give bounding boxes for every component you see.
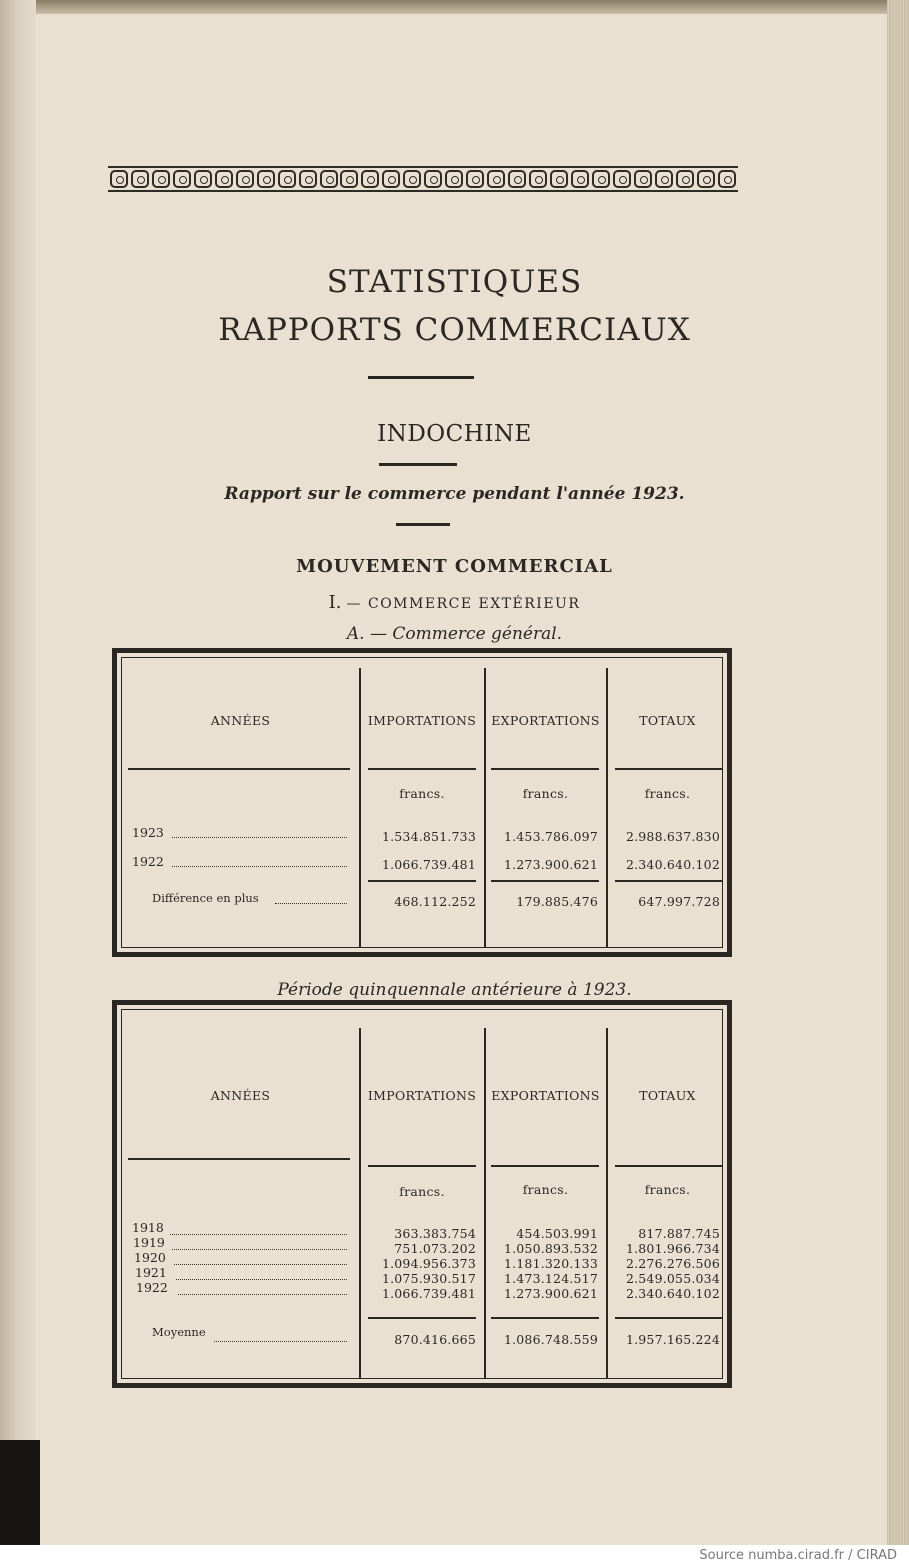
- ornament-rosette-icon: [194, 170, 212, 188]
- unit-totaux: francs.: [644, 1182, 691, 1197]
- ornament-rosette-icon: [361, 170, 379, 188]
- ornament-rosette-icon: [445, 170, 463, 188]
- header-exportations: EXPORTATIONS: [491, 713, 600, 728]
- header-importations: IMPORTATIONS: [367, 713, 477, 728]
- column-divider: [606, 1028, 608, 1378]
- cell-avg-exp: 1.086.748.559: [503, 1332, 598, 1347]
- cell-imp-1921: 1.075.930.517: [381, 1271, 476, 1286]
- ornament-rosette-icon: [424, 170, 442, 188]
- leader-dots: [172, 837, 347, 838]
- header-rule: [368, 1165, 476, 1167]
- ornament-rosette-icon: [592, 170, 610, 188]
- report-subtitle: Rapport sur le commerce pendant l'année 1923.: [224, 484, 685, 504]
- cell-exp-1922: 1.273.900.621: [503, 857, 598, 872]
- ornament-rosette-icon: [718, 170, 736, 188]
- ornament-rosette-icon: [655, 170, 673, 188]
- ornament-rosette-icon: [508, 170, 526, 188]
- row-year-1918: 1918: [132, 1220, 164, 1235]
- subsubsection-heading: A. — Commerce général.: [346, 624, 563, 644]
- leader-dots: [172, 1249, 347, 1250]
- unit-exportations: francs.: [522, 786, 569, 801]
- ornament-rosette-icon: [340, 170, 358, 188]
- column-divider: [359, 1028, 361, 1378]
- leader-dots: [178, 1294, 347, 1295]
- page-top-edge: [30, 0, 909, 14]
- cell-exp-1920: 1.181.320.133: [503, 1256, 598, 1271]
- header-annees: ANNÉES: [210, 713, 271, 728]
- difference-label: Différence en plus: [152, 891, 259, 905]
- ornament-rosette-icon: [613, 170, 631, 188]
- cell-tot-1920: 2.276.276.506: [625, 1256, 720, 1271]
- cell-imp-1918: 363.383.754: [394, 1226, 476, 1241]
- cell-tot-1918: 817.887.745: [638, 1226, 720, 1241]
- header-totaux: TOTAUX: [639, 1088, 696, 1103]
- cell-exp-1918: 454.503.991: [516, 1226, 598, 1241]
- ornament-rosette-icon: [152, 170, 170, 188]
- ornament-rosette-icon: [382, 170, 400, 188]
- row-year-1922: 1922: [136, 1280, 168, 1295]
- header-totaux: TOTAUX: [639, 713, 696, 728]
- cell-tot-1919: 1.801.966.734: [625, 1241, 720, 1256]
- period-heading: Période quinquennale antérieure à 1923.: [277, 980, 632, 1000]
- commerce-table-1923: [112, 648, 732, 957]
- row-year-1923: 1923: [132, 825, 164, 840]
- binding-gutter: [0, 0, 36, 1545]
- row-year-1919: 1919: [133, 1235, 165, 1250]
- header-rule: [128, 1158, 350, 1160]
- ornament-rosette-icon: [529, 170, 547, 188]
- table-inner-frame: [121, 657, 723, 948]
- subsection-title: — COMMERCE EXTÉRIEUR: [346, 596, 581, 612]
- ornament-rosette-icon: [131, 170, 149, 188]
- ornament-rosette-icon: [215, 170, 233, 188]
- ornament-rosette-icon: [550, 170, 568, 188]
- cell-tot-1923: 2.988.637.830: [625, 829, 720, 844]
- ornament-rosette-icon: [676, 170, 694, 188]
- sum-rule: [491, 1317, 599, 1319]
- cell-imp-1922: 1.066.739.481: [381, 1286, 476, 1301]
- sum-rule: [615, 1317, 723, 1319]
- title-line-2: RAPPORTS COMMERCIAUX: [218, 312, 691, 348]
- cell-tot-1922: 2.340.640.102: [625, 857, 720, 872]
- cell-imp-1919: 751.073.202: [394, 1241, 476, 1256]
- title-line-1: STATISTIQUES: [326, 264, 583, 300]
- ornament-rosette-icon: [173, 170, 191, 188]
- ornament-rosette-icon: [320, 170, 338, 188]
- binding-cloth: [0, 1440, 40, 1545]
- ornament-rosette-icon: [299, 170, 317, 188]
- ornament-rosette-icon: [571, 170, 589, 188]
- row-year-1920: 1920: [134, 1250, 166, 1265]
- leader-dots: [172, 866, 347, 867]
- source-credit: Source numba.cirad.fr / CIRAD: [699, 1548, 897, 1563]
- unit-exportations: francs.: [522, 1182, 569, 1197]
- ornament-rosette-icon: [110, 170, 128, 188]
- ornament-rosette-icon: [466, 170, 484, 188]
- unit-importations: francs.: [399, 786, 445, 801]
- sum-rule: [491, 880, 599, 882]
- header-rule: [491, 1165, 599, 1167]
- country-rule: [379, 463, 457, 466]
- section-heading: MOUVEMENT COMMERCIAL: [296, 556, 613, 577]
- ornament-rosette-icon: [487, 170, 505, 188]
- subsection-heading: [0, 592, 909, 613]
- header-rule: [368, 768, 476, 770]
- cell-tot-1922: 2.340.640.102: [625, 1286, 720, 1301]
- ornament-rosette-icon: [697, 170, 715, 188]
- ornament-rosette-icon: [634, 170, 652, 188]
- decorative-border-ornament: [108, 166, 738, 192]
- table-inner-frame: [121, 1009, 723, 1379]
- leader-dots: [176, 1279, 347, 1280]
- cell-imp-1923: 1.534.851.733: [381, 829, 476, 844]
- column-divider: [484, 1028, 486, 1378]
- sum-rule: [615, 880, 723, 882]
- report-rule: [396, 523, 450, 526]
- average-label: Moyenne: [152, 1325, 206, 1339]
- page-fore-edge: [887, 0, 909, 1545]
- cell-diff-exp: 179.885.476: [516, 894, 598, 909]
- cell-imp-1922: 1.066.739.481: [381, 857, 476, 872]
- cell-exp-1921: 1.473.124.517: [503, 1271, 598, 1286]
- leader-dots: [174, 1264, 347, 1265]
- leader-dots: [275, 903, 347, 904]
- unit-totaux: francs.: [644, 786, 691, 801]
- ornament-rosette-icon: [278, 170, 296, 188]
- subsection-number: I.: [328, 592, 342, 613]
- header-rule: [615, 768, 723, 770]
- header-importations: IMPORTATIONS: [367, 1088, 477, 1103]
- leader-dots: [170, 1234, 347, 1235]
- cell-exp-1919: 1.050.893.532: [503, 1241, 598, 1256]
- cell-exp-1922: 1.273.900.621: [503, 1286, 598, 1301]
- cell-exp-1923: 1.453.786.097: [503, 829, 598, 844]
- sum-rule: [368, 1317, 476, 1319]
- country-heading: INDOCHINE: [377, 421, 532, 447]
- ornament-rosette-icon: [257, 170, 275, 188]
- leader-dots: [214, 1341, 347, 1342]
- cell-diff-tot: 647.997.728: [638, 894, 720, 909]
- header-rule: [491, 768, 599, 770]
- header-exportations: EXPORTATIONS: [491, 1088, 600, 1103]
- commerce-table-quinquennial: [112, 1000, 732, 1388]
- header-rule: [615, 1165, 723, 1167]
- cell-diff-imp: 468.112.252: [394, 894, 476, 909]
- cell-imp-1920: 1.094.956.373: [381, 1256, 476, 1271]
- cell-avg-imp: 870.416.665: [394, 1332, 476, 1347]
- header-annees: ANNÉES: [210, 1088, 271, 1103]
- title-rule: [368, 376, 474, 379]
- ornament-rosette-icon: [236, 170, 254, 188]
- sum-rule: [368, 880, 476, 882]
- row-year-1921: 1921: [135, 1265, 167, 1280]
- row-year-1922: 1922: [132, 854, 164, 869]
- cell-tot-1921: 2.549.055.034: [625, 1271, 720, 1286]
- ornament-rosette-icon: [403, 170, 421, 188]
- unit-importations: francs.: [399, 1184, 445, 1199]
- cell-avg-tot: 1.957.165.224: [625, 1332, 720, 1347]
- header-rule: [128, 768, 350, 770]
